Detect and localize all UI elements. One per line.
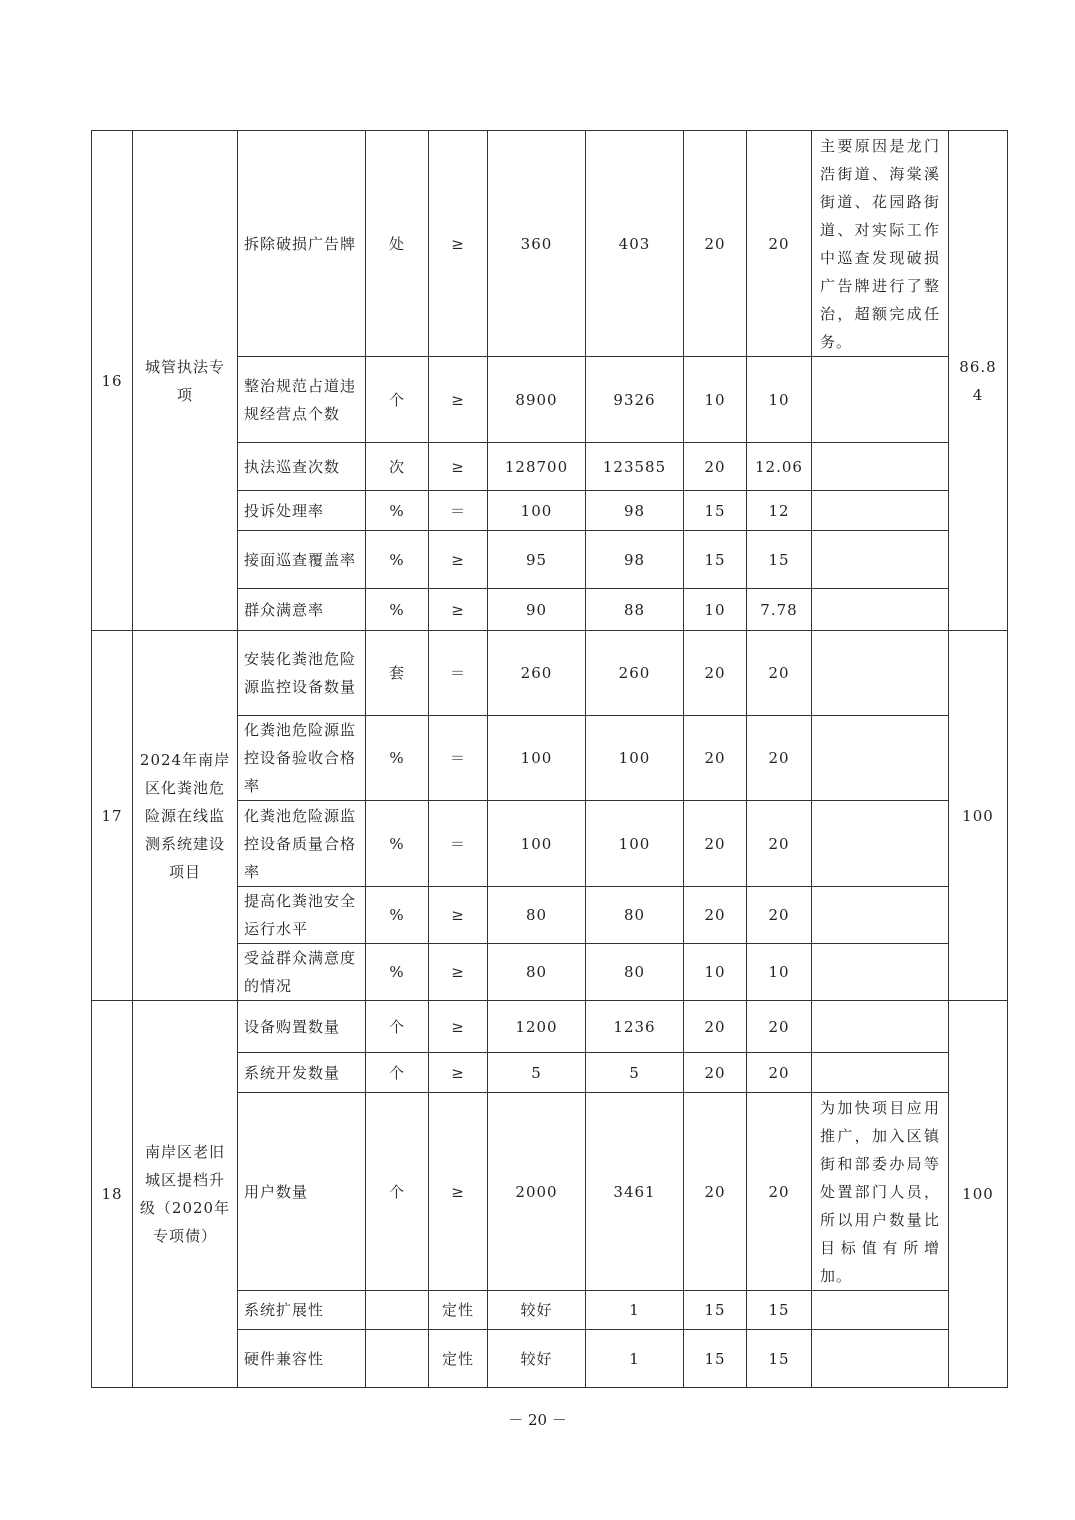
- table-row: [92, 631, 1008, 716]
- operator: ≥: [429, 531, 488, 589]
- deviation-note: [812, 491, 949, 531]
- target-value: 8900: [488, 357, 586, 443]
- deviation-note: [812, 531, 949, 589]
- weight: 15: [684, 1291, 747, 1330]
- unit: 个: [366, 1001, 429, 1053]
- indicator-name: 投诉处理率: [238, 491, 366, 531]
- indicator-name: 用户数量: [238, 1093, 366, 1291]
- score-obtained: 12.06: [747, 443, 812, 491]
- indicator-name: 执法巡查次数: [238, 443, 366, 491]
- operator: ≥: [429, 944, 488, 1001]
- unit: 个: [366, 357, 429, 443]
- weight: 20: [684, 1053, 747, 1093]
- row-index: 16: [92, 131, 133, 631]
- unit: [366, 1330, 429, 1388]
- score-obtained: 15: [747, 1291, 812, 1330]
- target-value: 95: [488, 531, 586, 589]
- actual-value: 260: [586, 631, 684, 716]
- weight: 20: [684, 801, 747, 887]
- unit: %: [366, 531, 429, 589]
- target-value: 90: [488, 589, 586, 631]
- actual-value: 100: [586, 801, 684, 887]
- operator: ＝: [429, 491, 488, 531]
- total-score: 100: [949, 1001, 1008, 1388]
- score-obtained: 20: [747, 801, 812, 887]
- indicator-name: 提高化粪池安全运行水平: [238, 887, 366, 944]
- deviation-note: [812, 1330, 949, 1388]
- operator: ≥: [429, 589, 488, 631]
- indicator-name: 系统开发数量: [238, 1053, 366, 1093]
- operator: 定性: [429, 1291, 488, 1330]
- unit: %: [366, 491, 429, 531]
- score-obtained: 10: [747, 944, 812, 1001]
- score-obtained: 20: [747, 131, 812, 357]
- target-value: 100: [488, 801, 586, 887]
- target-value: 128700: [488, 443, 586, 491]
- actual-value: 98: [586, 531, 684, 589]
- target-value: 100: [488, 716, 586, 801]
- indicator-name: 化粪池危险源监控设备质量合格率: [238, 801, 366, 887]
- unit: 个: [366, 1053, 429, 1093]
- weight: 20: [684, 1001, 747, 1053]
- unit: 次: [366, 443, 429, 491]
- unit: [366, 1291, 429, 1330]
- weight: 20: [684, 443, 747, 491]
- actual-value: 1: [586, 1291, 684, 1330]
- deviation-note: [812, 357, 949, 443]
- unit: %: [366, 589, 429, 631]
- target-value: 360: [488, 131, 586, 357]
- actual-value: 100: [586, 716, 684, 801]
- indicator-name: 系统扩展性: [238, 1291, 366, 1330]
- score-obtained: 12: [747, 491, 812, 531]
- project-name: 城管执法专项: [133, 131, 238, 631]
- score-obtained: 20: [747, 887, 812, 944]
- row-index: 18: [92, 1001, 133, 1388]
- deviation-note: [812, 887, 949, 944]
- target-value: 80: [488, 887, 586, 944]
- actual-value: 1236: [586, 1001, 684, 1053]
- weight: 10: [684, 944, 747, 1001]
- deviation-note: [812, 589, 949, 631]
- deviation-note: [812, 443, 949, 491]
- weight: 20: [684, 1093, 747, 1291]
- operator: 定性: [429, 1330, 488, 1388]
- total-score: 100: [949, 631, 1008, 1001]
- operator: ≥: [429, 443, 488, 491]
- operator: ≥: [429, 887, 488, 944]
- actual-value: 88: [586, 589, 684, 631]
- page-number: － 20 －: [508, 1411, 567, 1429]
- target-value: 100: [488, 491, 586, 531]
- weight: 15: [684, 531, 747, 589]
- unit: 处: [366, 131, 429, 357]
- target-value: 较好: [488, 1330, 586, 1388]
- target-value: 较好: [488, 1291, 586, 1330]
- actual-value: 98: [586, 491, 684, 531]
- target-value: 80: [488, 944, 586, 1001]
- table-row: [92, 131, 1008, 357]
- unit: %: [366, 887, 429, 944]
- actual-value: 1: [586, 1330, 684, 1388]
- deviation-note: 为加快项目应用推广，加入区镇街和部委办局等处置部门人员，所以用户数量比目标值有所增加。: [812, 1093, 949, 1291]
- operator: ≥: [429, 1001, 488, 1053]
- table-row: [92, 1001, 1008, 1053]
- target-value: 260: [488, 631, 586, 716]
- performance-table: [91, 130, 1008, 1388]
- unit: 个: [366, 1093, 429, 1291]
- actual-value: 9326: [586, 357, 684, 443]
- deviation-note: 主要原因是龙门浩街道、海棠溪街道、花园路街道、对实际工作中巡查发现破损广告牌进行了整治，超额完成任务。: [812, 131, 949, 357]
- operator: ＝: [429, 801, 488, 887]
- operator: ＝: [429, 716, 488, 801]
- score-obtained: 20: [747, 631, 812, 716]
- deviation-note: [812, 801, 949, 887]
- indicator-name: 硬件兼容性: [238, 1330, 366, 1388]
- weight: 20: [684, 887, 747, 944]
- operator: ≥: [429, 131, 488, 357]
- weight: 15: [684, 491, 747, 531]
- score-obtained: 20: [747, 716, 812, 801]
- actual-value: 123585: [586, 443, 684, 491]
- actual-value: 3461: [586, 1093, 684, 1291]
- score-obtained: 10: [747, 357, 812, 443]
- score-obtained: 20: [747, 1001, 812, 1053]
- total-score: 86.84: [949, 131, 1008, 631]
- weight: 20: [684, 131, 747, 357]
- deviation-note: [812, 716, 949, 801]
- score-obtained: 15: [747, 1330, 812, 1388]
- actual-value: 5: [586, 1053, 684, 1093]
- unit: %: [366, 944, 429, 1001]
- indicator-name: 接面巡查覆盖率: [238, 531, 366, 589]
- target-value: 1200: [488, 1001, 586, 1053]
- indicator-name: 受益群众满意度的情况: [238, 944, 366, 1001]
- weight: 10: [684, 357, 747, 443]
- indicator-name: 整治规范占道违规经营点个数: [238, 357, 366, 443]
- indicator-name: 设备购置数量: [238, 1001, 366, 1053]
- unit: %: [366, 716, 429, 801]
- actual-value: 80: [586, 944, 684, 1001]
- project-name: 南岸区老旧城区提档升级（2020年专项债）: [133, 1001, 238, 1388]
- weight: 10: [684, 589, 747, 631]
- deviation-note: [812, 1291, 949, 1330]
- target-value: 5: [488, 1053, 586, 1093]
- indicator-name: 群众满意率: [238, 589, 366, 631]
- unit: %: [366, 801, 429, 887]
- operator: ＝: [429, 631, 488, 716]
- deviation-note: [812, 631, 949, 716]
- indicator-name: 化粪池危险源监控设备验收合格率: [238, 716, 366, 801]
- indicator-name: 安装化粪池危险源监控设备数量: [238, 631, 366, 716]
- actual-value: 403: [586, 131, 684, 357]
- operator: ≥: [429, 1093, 488, 1291]
- indicator-name: 拆除破损广告牌: [238, 131, 366, 357]
- row-index: 17: [92, 631, 133, 1001]
- weight: 20: [684, 716, 747, 801]
- weight: 20: [684, 631, 747, 716]
- actual-value: 80: [586, 887, 684, 944]
- score-obtained: 7.78: [747, 589, 812, 631]
- score-obtained: 20: [747, 1053, 812, 1093]
- weight: 15: [684, 1330, 747, 1388]
- operator: ≥: [429, 1053, 488, 1093]
- score-obtained: 20: [747, 1093, 812, 1291]
- score-obtained: 15: [747, 531, 812, 589]
- operator: ≥: [429, 357, 488, 443]
- target-value: 2000: [488, 1093, 586, 1291]
- deviation-note: [812, 1001, 949, 1053]
- project-name: 2024年南岸区化粪池危险源在线监测系统建设项目: [133, 631, 238, 1001]
- deviation-note: [812, 1053, 949, 1093]
- unit: 套: [366, 631, 429, 716]
- deviation-note: [812, 944, 949, 1001]
